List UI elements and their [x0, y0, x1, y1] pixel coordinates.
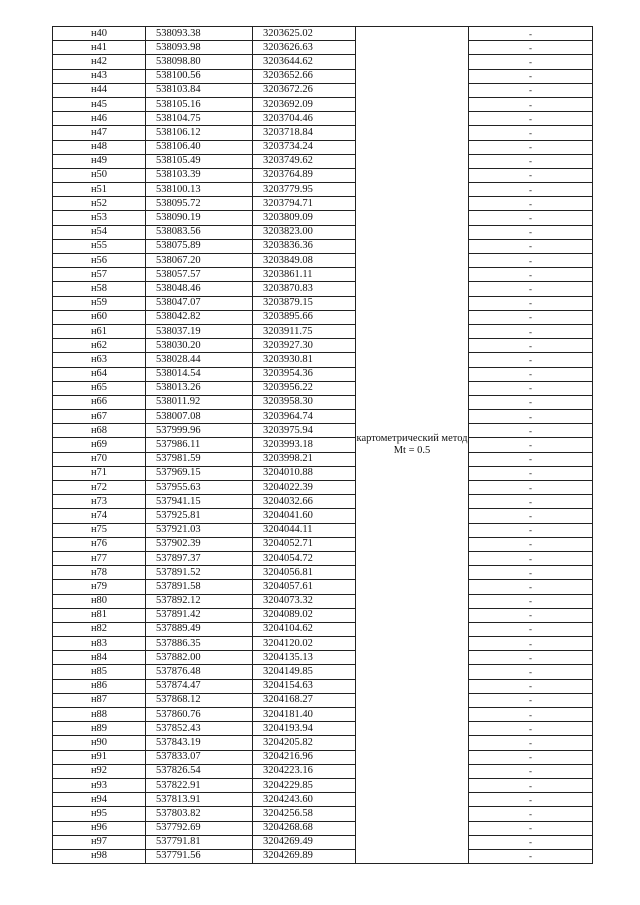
y-coordinate-cell: 3204089.02: [253, 608, 356, 622]
x-coordinate-cell: 537891.58: [146, 580, 253, 594]
table-row: [53, 197, 593, 211]
point-name-cell: н67: [53, 410, 146, 424]
y-coordinate-cell: 3203734.24: [253, 140, 356, 154]
x-coordinate-cell: 537882.00: [146, 651, 253, 665]
table-row: [53, 395, 593, 409]
coordinates-sheet: [52, 26, 593, 864]
y-coordinate-cell: 3204057.61: [253, 580, 356, 594]
x-coordinate-cell: 538095.72: [146, 197, 253, 211]
table-row: [53, 495, 593, 509]
table-row: [53, 622, 593, 636]
table-row: [53, 410, 593, 424]
precision-cell: -: [469, 367, 593, 381]
x-coordinate-cell: 537981.59: [146, 452, 253, 466]
table-row: [53, 835, 593, 849]
precision-cell: -: [469, 835, 593, 849]
table-row: [53, 750, 593, 764]
x-coordinate-cell: 538028.44: [146, 353, 253, 367]
precision-cell: -: [469, 69, 593, 83]
y-coordinate-cell: 3203809.09: [253, 211, 356, 225]
y-coordinate-cell: 3203836.36: [253, 239, 356, 253]
table-row: [53, 183, 593, 197]
y-coordinate-cell: 3204022.39: [253, 481, 356, 495]
precision-cell: -: [469, 566, 593, 580]
x-coordinate-cell: 537876.48: [146, 665, 253, 679]
table-row: [53, 509, 593, 523]
point-name-cell: н40: [53, 27, 146, 41]
precision-cell: -: [469, 140, 593, 154]
y-coordinate-cell: 3203895.66: [253, 310, 356, 324]
precision-cell: -: [469, 466, 593, 480]
y-coordinate-cell: 3204104.62: [253, 622, 356, 636]
point-name-cell: н74: [53, 509, 146, 523]
x-coordinate-cell: 538098.80: [146, 55, 253, 69]
point-name-cell: н58: [53, 282, 146, 296]
point-name-cell: н60: [53, 310, 146, 324]
x-coordinate-cell: 537902.39: [146, 537, 253, 551]
x-coordinate-cell: 538048.46: [146, 282, 253, 296]
point-name-cell: н53: [53, 211, 146, 225]
table-row: [53, 793, 593, 807]
point-name-cell: н98: [53, 849, 146, 863]
y-coordinate-cell: 3203779.95: [253, 183, 356, 197]
x-coordinate-cell: 538100.56: [146, 69, 253, 83]
x-coordinate-cell: 537925.81: [146, 509, 253, 523]
precision-cell: -: [469, 353, 593, 367]
y-coordinate-cell: 3203861.11: [253, 268, 356, 282]
point-name-cell: н55: [53, 239, 146, 253]
table-row: [53, 69, 593, 83]
point-name-cell: н72: [53, 481, 146, 495]
precision-cell: -: [469, 679, 593, 693]
x-coordinate-cell: 538067.20: [146, 254, 253, 268]
x-coordinate-cell: 537813.91: [146, 793, 253, 807]
precision-cell: -: [469, 381, 593, 395]
x-coordinate-cell: 537969.15: [146, 466, 253, 480]
y-coordinate-cell: 3203879.15: [253, 296, 356, 310]
table-row: [53, 566, 593, 580]
x-coordinate-cell: 537886.35: [146, 637, 253, 651]
x-coordinate-cell: 537860.76: [146, 708, 253, 722]
precision-cell: -: [469, 764, 593, 778]
precision-cell: -: [469, 183, 593, 197]
precision-cell: -: [469, 112, 593, 126]
table-row: [53, 282, 593, 296]
y-coordinate-cell: 3203930.81: [253, 353, 356, 367]
y-coordinate-cell: 3204216.96: [253, 750, 356, 764]
table-row: [53, 679, 593, 693]
precision-cell: -: [469, 580, 593, 594]
y-coordinate-cell: 3203927.30: [253, 339, 356, 353]
point-name-cell: н57: [53, 268, 146, 282]
x-coordinate-cell: 537889.49: [146, 622, 253, 636]
table-row: [53, 849, 593, 863]
table-row: [53, 764, 593, 778]
precision-cell: -: [469, 310, 593, 324]
precision-cell: -: [469, 523, 593, 537]
table-row: [53, 339, 593, 353]
table-row: [53, 637, 593, 651]
point-name-cell: н70: [53, 452, 146, 466]
method-description-cell: картометрический метод Mt = 0.5: [356, 27, 469, 864]
precision-cell: -: [469, 197, 593, 211]
table-row: [53, 651, 593, 665]
table-row: [53, 225, 593, 239]
x-coordinate-cell: 537999.96: [146, 424, 253, 438]
precision-cell: -: [469, 821, 593, 835]
point-name-cell: н91: [53, 750, 146, 764]
table-row: [53, 268, 593, 282]
point-name-cell: н48: [53, 140, 146, 154]
point-name-cell: н59: [53, 296, 146, 310]
precision-cell: -: [469, 282, 593, 296]
precision-cell: -: [469, 481, 593, 495]
y-coordinate-cell: 3203749.62: [253, 154, 356, 168]
table-row: [53, 523, 593, 537]
point-name-cell: н44: [53, 83, 146, 97]
precision-cell: -: [469, 268, 593, 282]
precision-cell: -: [469, 254, 593, 268]
point-name-cell: н51: [53, 183, 146, 197]
y-coordinate-cell: 3204010.88: [253, 466, 356, 480]
table-row: [53, 41, 593, 55]
y-coordinate-cell: 3203849.08: [253, 254, 356, 268]
point-name-cell: н42: [53, 55, 146, 69]
point-name-cell: н86: [53, 679, 146, 693]
table-row: [53, 708, 593, 722]
y-coordinate-cell: 3204269.49: [253, 835, 356, 849]
precision-cell: -: [469, 594, 593, 608]
point-name-cell: н77: [53, 551, 146, 565]
point-name-cell: н56: [53, 254, 146, 268]
table-row: [53, 807, 593, 821]
point-name-cell: н64: [53, 367, 146, 381]
x-coordinate-cell: 537803.82: [146, 807, 253, 821]
x-coordinate-cell: 537826.54: [146, 764, 253, 778]
point-name-cell: н61: [53, 324, 146, 338]
precision-cell: -: [469, 849, 593, 863]
y-coordinate-cell: 3203998.21: [253, 452, 356, 466]
y-coordinate-cell: 3203975.94: [253, 424, 356, 438]
x-coordinate-cell: 537897.37: [146, 551, 253, 565]
point-name-cell: н73: [53, 495, 146, 509]
precision-cell: -: [469, 452, 593, 466]
y-coordinate-cell: 3204268.68: [253, 821, 356, 835]
precision-cell: -: [469, 211, 593, 225]
y-coordinate-cell: 3203956.22: [253, 381, 356, 395]
y-coordinate-cell: 3203652.66: [253, 69, 356, 83]
point-name-cell: н45: [53, 97, 146, 111]
point-name-cell: н76: [53, 537, 146, 551]
y-coordinate-cell: 3203870.83: [253, 282, 356, 296]
table-row: [53, 438, 593, 452]
precision-cell: -: [469, 324, 593, 338]
point-name-cell: н47: [53, 126, 146, 140]
x-coordinate-cell: 538030.20: [146, 339, 253, 353]
y-coordinate-cell: 3204193.94: [253, 722, 356, 736]
y-coordinate-cell: 3203794.71: [253, 197, 356, 211]
point-name-cell: н52: [53, 197, 146, 211]
x-coordinate-cell: 537822.91: [146, 778, 253, 792]
y-coordinate-cell: 3203692.09: [253, 97, 356, 111]
x-coordinate-cell: 538100.13: [146, 183, 253, 197]
precision-cell: -: [469, 225, 593, 239]
precision-cell: -: [469, 736, 593, 750]
y-coordinate-cell: 3204032.66: [253, 495, 356, 509]
x-coordinate-cell: 538042.82: [146, 310, 253, 324]
table-row: [53, 97, 593, 111]
point-name-cell: н97: [53, 835, 146, 849]
y-coordinate-cell: 3203958.30: [253, 395, 356, 409]
y-coordinate-cell: 3203718.84: [253, 126, 356, 140]
x-coordinate-cell: 537955.63: [146, 481, 253, 495]
precision-cell: -: [469, 55, 593, 69]
table-row: [53, 693, 593, 707]
x-coordinate-cell: 538090.19: [146, 211, 253, 225]
y-coordinate-cell: 3203964.74: [253, 410, 356, 424]
precision-cell: -: [469, 154, 593, 168]
table-row: [53, 112, 593, 126]
table-row: [53, 324, 593, 338]
point-name-cell: н71: [53, 466, 146, 480]
precision-cell: -: [469, 537, 593, 551]
y-coordinate-cell: 3204056.81: [253, 566, 356, 580]
y-coordinate-cell: 3203625.02: [253, 27, 356, 41]
point-name-cell: н82: [53, 622, 146, 636]
y-coordinate-cell: 3204243.60: [253, 793, 356, 807]
x-coordinate-cell: 537791.56: [146, 849, 253, 863]
x-coordinate-cell: 537986.11: [146, 438, 253, 452]
table-row: [53, 367, 593, 381]
table-row: [53, 580, 593, 594]
y-coordinate-cell: 3203911.75: [253, 324, 356, 338]
table-row: [53, 608, 593, 622]
precision-cell: -: [469, 424, 593, 438]
x-coordinate-cell: 537891.52: [146, 566, 253, 580]
y-coordinate-cell: 3203644.62: [253, 55, 356, 69]
table-row: [53, 722, 593, 736]
x-coordinate-cell: 538011.92: [146, 395, 253, 409]
y-coordinate-cell: 3204154.63: [253, 679, 356, 693]
point-name-cell: н43: [53, 69, 146, 83]
y-coordinate-cell: 3203954.36: [253, 367, 356, 381]
y-coordinate-cell: 3203993.18: [253, 438, 356, 452]
precision-cell: -: [469, 651, 593, 665]
point-name-cell: н63: [53, 353, 146, 367]
x-coordinate-cell: 538103.39: [146, 168, 253, 182]
point-name-cell: н68: [53, 424, 146, 438]
x-coordinate-cell: 537921.03: [146, 523, 253, 537]
y-coordinate-cell: 3204041.60: [253, 509, 356, 523]
x-coordinate-cell: 537843.19: [146, 736, 253, 750]
x-coordinate-cell: 538106.12: [146, 126, 253, 140]
point-name-cell: н69: [53, 438, 146, 452]
table-row: [53, 239, 593, 253]
point-name-cell: н90: [53, 736, 146, 750]
y-coordinate-cell: 3204135.13: [253, 651, 356, 665]
precision-cell: -: [469, 97, 593, 111]
x-coordinate-cell: 538106.40: [146, 140, 253, 154]
y-coordinate-cell: 3204054.72: [253, 551, 356, 565]
precision-cell: -: [469, 551, 593, 565]
precision-cell: -: [469, 622, 593, 636]
y-coordinate-cell: 3204223.16: [253, 764, 356, 778]
precision-cell: -: [469, 708, 593, 722]
point-name-cell: н62: [53, 339, 146, 353]
precision-cell: -: [469, 807, 593, 821]
point-name-cell: н96: [53, 821, 146, 835]
x-coordinate-cell: 538007.08: [146, 410, 253, 424]
point-name-cell: н50: [53, 168, 146, 182]
y-coordinate-cell: 3204269.89: [253, 849, 356, 863]
y-coordinate-cell: 3204256.58: [253, 807, 356, 821]
table-row: [53, 126, 593, 140]
precision-cell: -: [469, 126, 593, 140]
point-name-cell: н95: [53, 807, 146, 821]
x-coordinate-cell: 537833.07: [146, 750, 253, 764]
point-name-cell: н66: [53, 395, 146, 409]
coordinates-table: [52, 26, 593, 864]
y-coordinate-cell: 3204181.40: [253, 708, 356, 722]
x-coordinate-cell: 537791.81: [146, 835, 253, 849]
y-coordinate-cell: 3203672.26: [253, 83, 356, 97]
x-coordinate-cell: 538013.26: [146, 381, 253, 395]
precision-cell: -: [469, 395, 593, 409]
precision-cell: -: [469, 793, 593, 807]
x-coordinate-cell: 538014.54: [146, 367, 253, 381]
y-coordinate-cell: 3204073.32: [253, 594, 356, 608]
precision-cell: -: [469, 608, 593, 622]
point-name-cell: н88: [53, 708, 146, 722]
x-coordinate-cell: 538083.56: [146, 225, 253, 239]
precision-cell: -: [469, 693, 593, 707]
table-row: [53, 296, 593, 310]
y-coordinate-cell: 3204044.11: [253, 523, 356, 537]
table-row: [53, 452, 593, 466]
point-name-cell: н83: [53, 637, 146, 651]
x-coordinate-cell: 537852.43: [146, 722, 253, 736]
point-name-cell: н54: [53, 225, 146, 239]
y-coordinate-cell: 3204229.85: [253, 778, 356, 792]
x-coordinate-cell: 538105.16: [146, 97, 253, 111]
point-name-cell: н41: [53, 41, 146, 55]
x-coordinate-cell: 537941.15: [146, 495, 253, 509]
table-row: [53, 83, 593, 97]
x-coordinate-cell: 537792.69: [146, 821, 253, 835]
x-coordinate-cell: 537874.47: [146, 679, 253, 693]
point-name-cell: н84: [53, 651, 146, 665]
precision-cell: -: [469, 495, 593, 509]
x-coordinate-cell: 538093.98: [146, 41, 253, 55]
precision-cell: -: [469, 438, 593, 452]
x-coordinate-cell: 538093.38: [146, 27, 253, 41]
y-coordinate-cell: 3203626.63: [253, 41, 356, 55]
point-name-cell: н89: [53, 722, 146, 736]
y-coordinate-cell: 3203764.89: [253, 168, 356, 182]
table-row: [53, 821, 593, 835]
table-row: [53, 481, 593, 495]
table-row: [53, 665, 593, 679]
point-name-cell: н93: [53, 778, 146, 792]
table-row: [53, 55, 593, 69]
table-row: [53, 353, 593, 367]
table-row: [53, 27, 593, 41]
precision-cell: -: [469, 778, 593, 792]
point-name-cell: н46: [53, 112, 146, 126]
table-row: [53, 594, 593, 608]
x-coordinate-cell: 538047.07: [146, 296, 253, 310]
x-coordinate-cell: 538105.49: [146, 154, 253, 168]
point-name-cell: н87: [53, 693, 146, 707]
table-row: [53, 168, 593, 182]
precision-cell: -: [469, 637, 593, 651]
x-coordinate-cell: 538057.57: [146, 268, 253, 282]
x-coordinate-cell: 538075.89: [146, 239, 253, 253]
table-row: [53, 211, 593, 225]
precision-cell: -: [469, 41, 593, 55]
precision-cell: -: [469, 239, 593, 253]
table-row: [53, 424, 593, 438]
table-row: [53, 381, 593, 395]
y-coordinate-cell: 3204168.27: [253, 693, 356, 707]
table-row: [53, 254, 593, 268]
table-row: [53, 310, 593, 324]
point-name-cell: н65: [53, 381, 146, 395]
y-coordinate-cell: 3203704.46: [253, 112, 356, 126]
point-name-cell: н92: [53, 764, 146, 778]
table-row: [53, 466, 593, 480]
precision-cell: -: [469, 665, 593, 679]
precision-cell: -: [469, 83, 593, 97]
x-coordinate-cell: 537892.12: [146, 594, 253, 608]
precision-cell: -: [469, 339, 593, 353]
precision-cell: -: [469, 722, 593, 736]
table-row: [53, 537, 593, 551]
table-row: [53, 140, 593, 154]
point-name-cell: н49: [53, 154, 146, 168]
point-name-cell: н85: [53, 665, 146, 679]
precision-cell: -: [469, 296, 593, 310]
x-coordinate-cell: 538037.19: [146, 324, 253, 338]
coordinates-table-body: [53, 27, 593, 864]
x-coordinate-cell: 537891.42: [146, 608, 253, 622]
point-name-cell: н79: [53, 580, 146, 594]
precision-cell: -: [469, 750, 593, 764]
table-row: [53, 778, 593, 792]
x-coordinate-cell: 538104.75: [146, 112, 253, 126]
precision-cell: -: [469, 509, 593, 523]
point-name-cell: н80: [53, 594, 146, 608]
y-coordinate-cell: 3204149.85: [253, 665, 356, 679]
point-name-cell: н94: [53, 793, 146, 807]
precision-cell: -: [469, 168, 593, 182]
x-coordinate-cell: 538103.84: [146, 83, 253, 97]
point-name-cell: н81: [53, 608, 146, 622]
y-coordinate-cell: 3204120.02: [253, 637, 356, 651]
table-row: [53, 551, 593, 565]
table-row: [53, 736, 593, 750]
precision-cell: -: [469, 410, 593, 424]
y-coordinate-cell: 3203823.00: [253, 225, 356, 239]
point-name-cell: н75: [53, 523, 146, 537]
y-coordinate-cell: 3204052.71: [253, 537, 356, 551]
x-coordinate-cell: 537868.12: [146, 693, 253, 707]
y-coordinate-cell: 3204205.82: [253, 736, 356, 750]
table-row: [53, 154, 593, 168]
precision-cell: -: [469, 27, 593, 41]
point-name-cell: н78: [53, 566, 146, 580]
